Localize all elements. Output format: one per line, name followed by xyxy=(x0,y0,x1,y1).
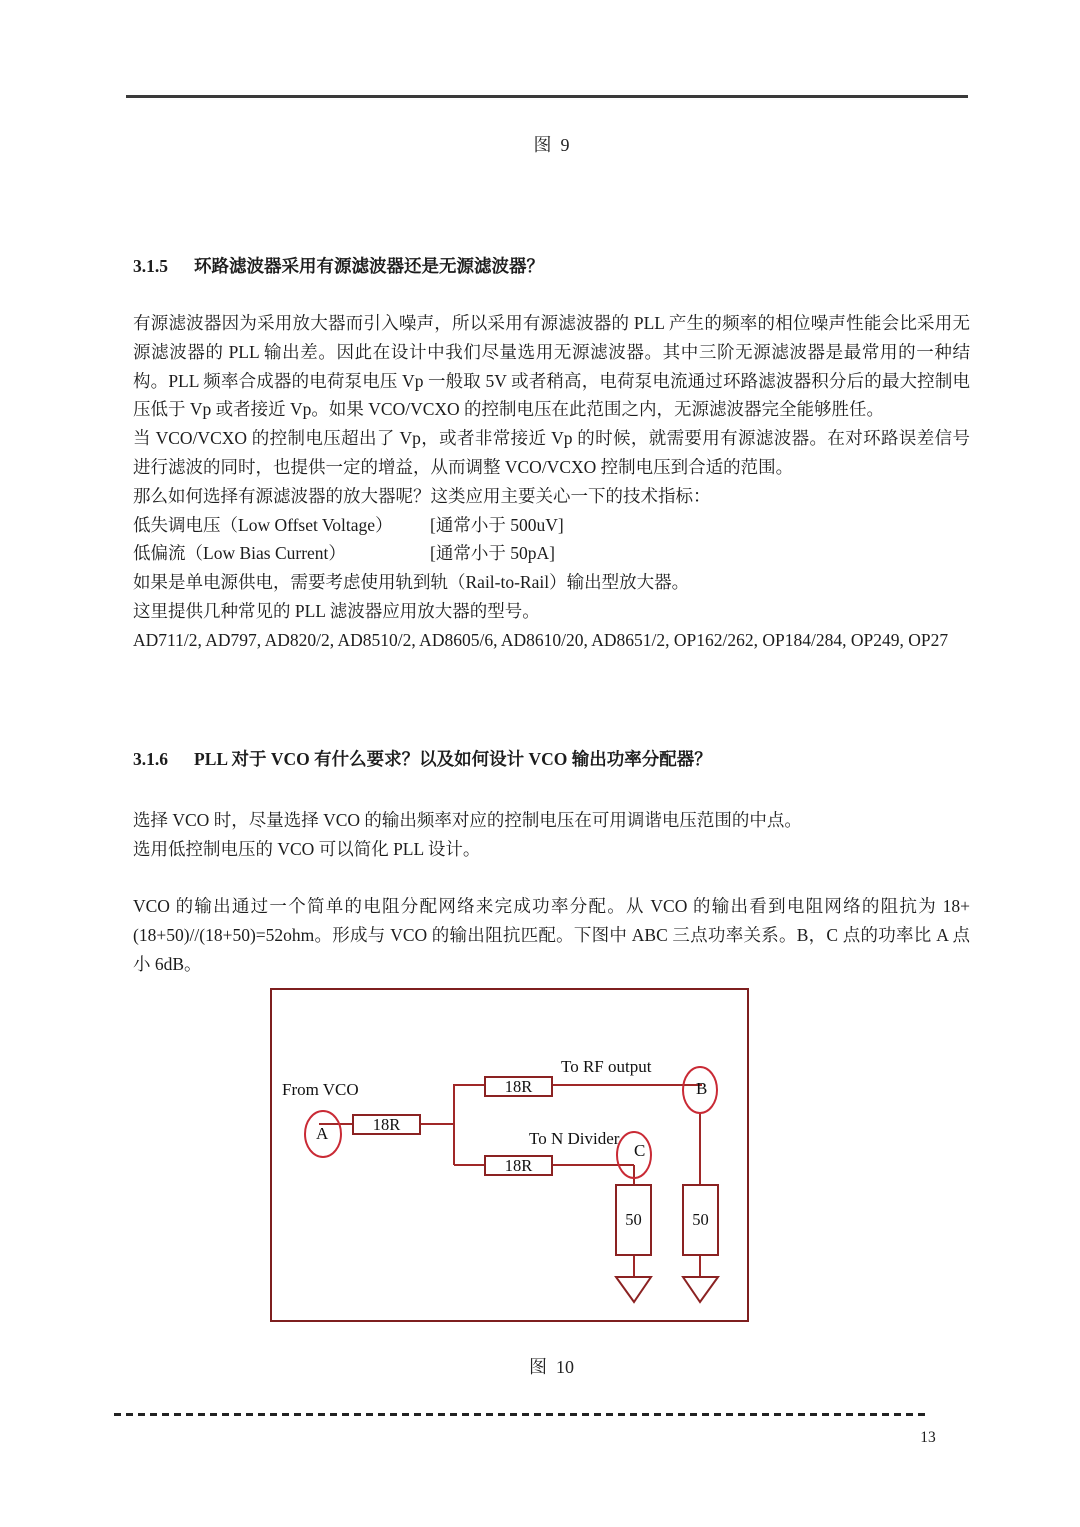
spec-row xyxy=(133,511,970,540)
paragraph: 选用低控制电压的 VCO 可以简化 PLL 设计。 xyxy=(133,838,481,859)
resistor-series-label: 18R xyxy=(372,1114,401,1134)
paragraph: 如果是单电源供电，需要考虑使用轨到轨（Rail-to-Rail）输出型放大器。 xyxy=(133,572,690,593)
header-rule xyxy=(126,95,968,98)
blank-line xyxy=(133,864,970,893)
section-316-title: PLL 对于 VCO 有什么要求？以及如何设计 VCO 输出功率分配器？ xyxy=(194,749,712,769)
section-316-number: 3.1.6 xyxy=(133,749,168,769)
to-rf-output-label: To RF output xyxy=(561,1057,652,1076)
page-number: 13 xyxy=(920,1429,936,1446)
node-c-label: C xyxy=(634,1141,646,1160)
load-left-label: 50 xyxy=(625,1210,642,1229)
vco-power-divider-diagram xyxy=(270,988,749,1322)
paragraph: 选择 VCO 时，尽量选择 VCO 的输出频率对应的控制电压在可用调谐电压范围的中点。 xyxy=(133,810,802,830)
to-n-divider-label: To N Divider xyxy=(529,1129,620,1148)
figure10-caption: 图 10 xyxy=(529,1357,574,1377)
diagram-shapes xyxy=(272,990,746,1319)
paragraph: 有源滤波器因为采用放大器而引入噪声，所以采用有源滤波器的 PLL 产生的频率的相位噪声性能会比采用无源滤波器的 PLL 输出差。因此在设计中我们尽量选用无源滤波器。其中三阶无源滤波器是最常用的一种结构。PLL 频率合成器的电荷泵电压 Vp 一般取 5V 或者稍高，电荷泵电流通过环路滤波器积分后的最大控制电压低于 Vp 或者接近 Vp。如果 VCO/VCXO 的控制电压在此范围之内，无源滤波器完全能够胜任。 xyxy=(133,313,970,420)
spec-label: 低失调电压（Low Offset Voltage） xyxy=(133,514,393,535)
footer-dashed-rule xyxy=(114,1413,929,1416)
paragraph: AD711/2, AD797, AD820/2, AD8510/2, AD8605/6, AD8610/20, AD8651/2, OP162/262, OP184/284, OP249, OP27 xyxy=(133,629,949,650)
paragraph: 那么如何选择有源滤波器的放大器呢？这类应用主要关心一下的技术指标： xyxy=(133,485,711,506)
section-316-body xyxy=(133,806,970,979)
node-b-label: B xyxy=(696,1079,708,1098)
section-315-body xyxy=(133,309,970,655)
section-315-title: 环路滤波器采用有源滤波器还是无源滤波器？ xyxy=(194,256,544,276)
ground-symbols xyxy=(616,1277,718,1302)
section-315-heading xyxy=(133,253,544,278)
node-a-label: A xyxy=(316,1124,329,1143)
ground-left-icon xyxy=(616,1277,651,1302)
resistor-top-label: 18R xyxy=(504,1076,533,1096)
section-316-heading xyxy=(133,746,712,771)
resistor-bottom-label: 18R xyxy=(504,1155,533,1175)
spec-value: [通常小于 500uV] xyxy=(430,514,564,535)
paragraph: 当 VCO/VCXO 的控制电压超出了 Vp，或者非常接近 Vp 的时候，就需要用有源滤波器。在对环路误差信号进行滤波的同时，也提供一定的增益，从而调整 VCO/VCXO 控制电压到合适的范围。 xyxy=(133,428,970,477)
spec-label: 低偏流（Low Bias Current） xyxy=(133,543,346,564)
spec-value: [通常小于 50pA] xyxy=(430,543,555,564)
figure9-caption: 图 9 xyxy=(533,135,570,155)
section-315-number: 3.1.5 xyxy=(133,256,168,276)
ground-right-icon xyxy=(683,1277,718,1302)
spec-row xyxy=(133,539,970,568)
paragraph: VCO 的输出通过一个简单的电阻分配网络来完成功率分配。从 VCO 的输出看到电阻网络的阻抗为 18+(18+50)//(18+50)=52ohm。形成与 VCO 的输出阻抗匹配。下图中 ABC 三点功率关系。B，C 点的功率比 A 点小 6dB。 xyxy=(133,896,970,974)
paragraph: 这里提供几种常见的 PLL 滤波器应用放大器的型号。 xyxy=(133,600,540,621)
load-right-label: 50 xyxy=(692,1210,709,1229)
from-vco-label: From VCO xyxy=(282,1080,359,1099)
